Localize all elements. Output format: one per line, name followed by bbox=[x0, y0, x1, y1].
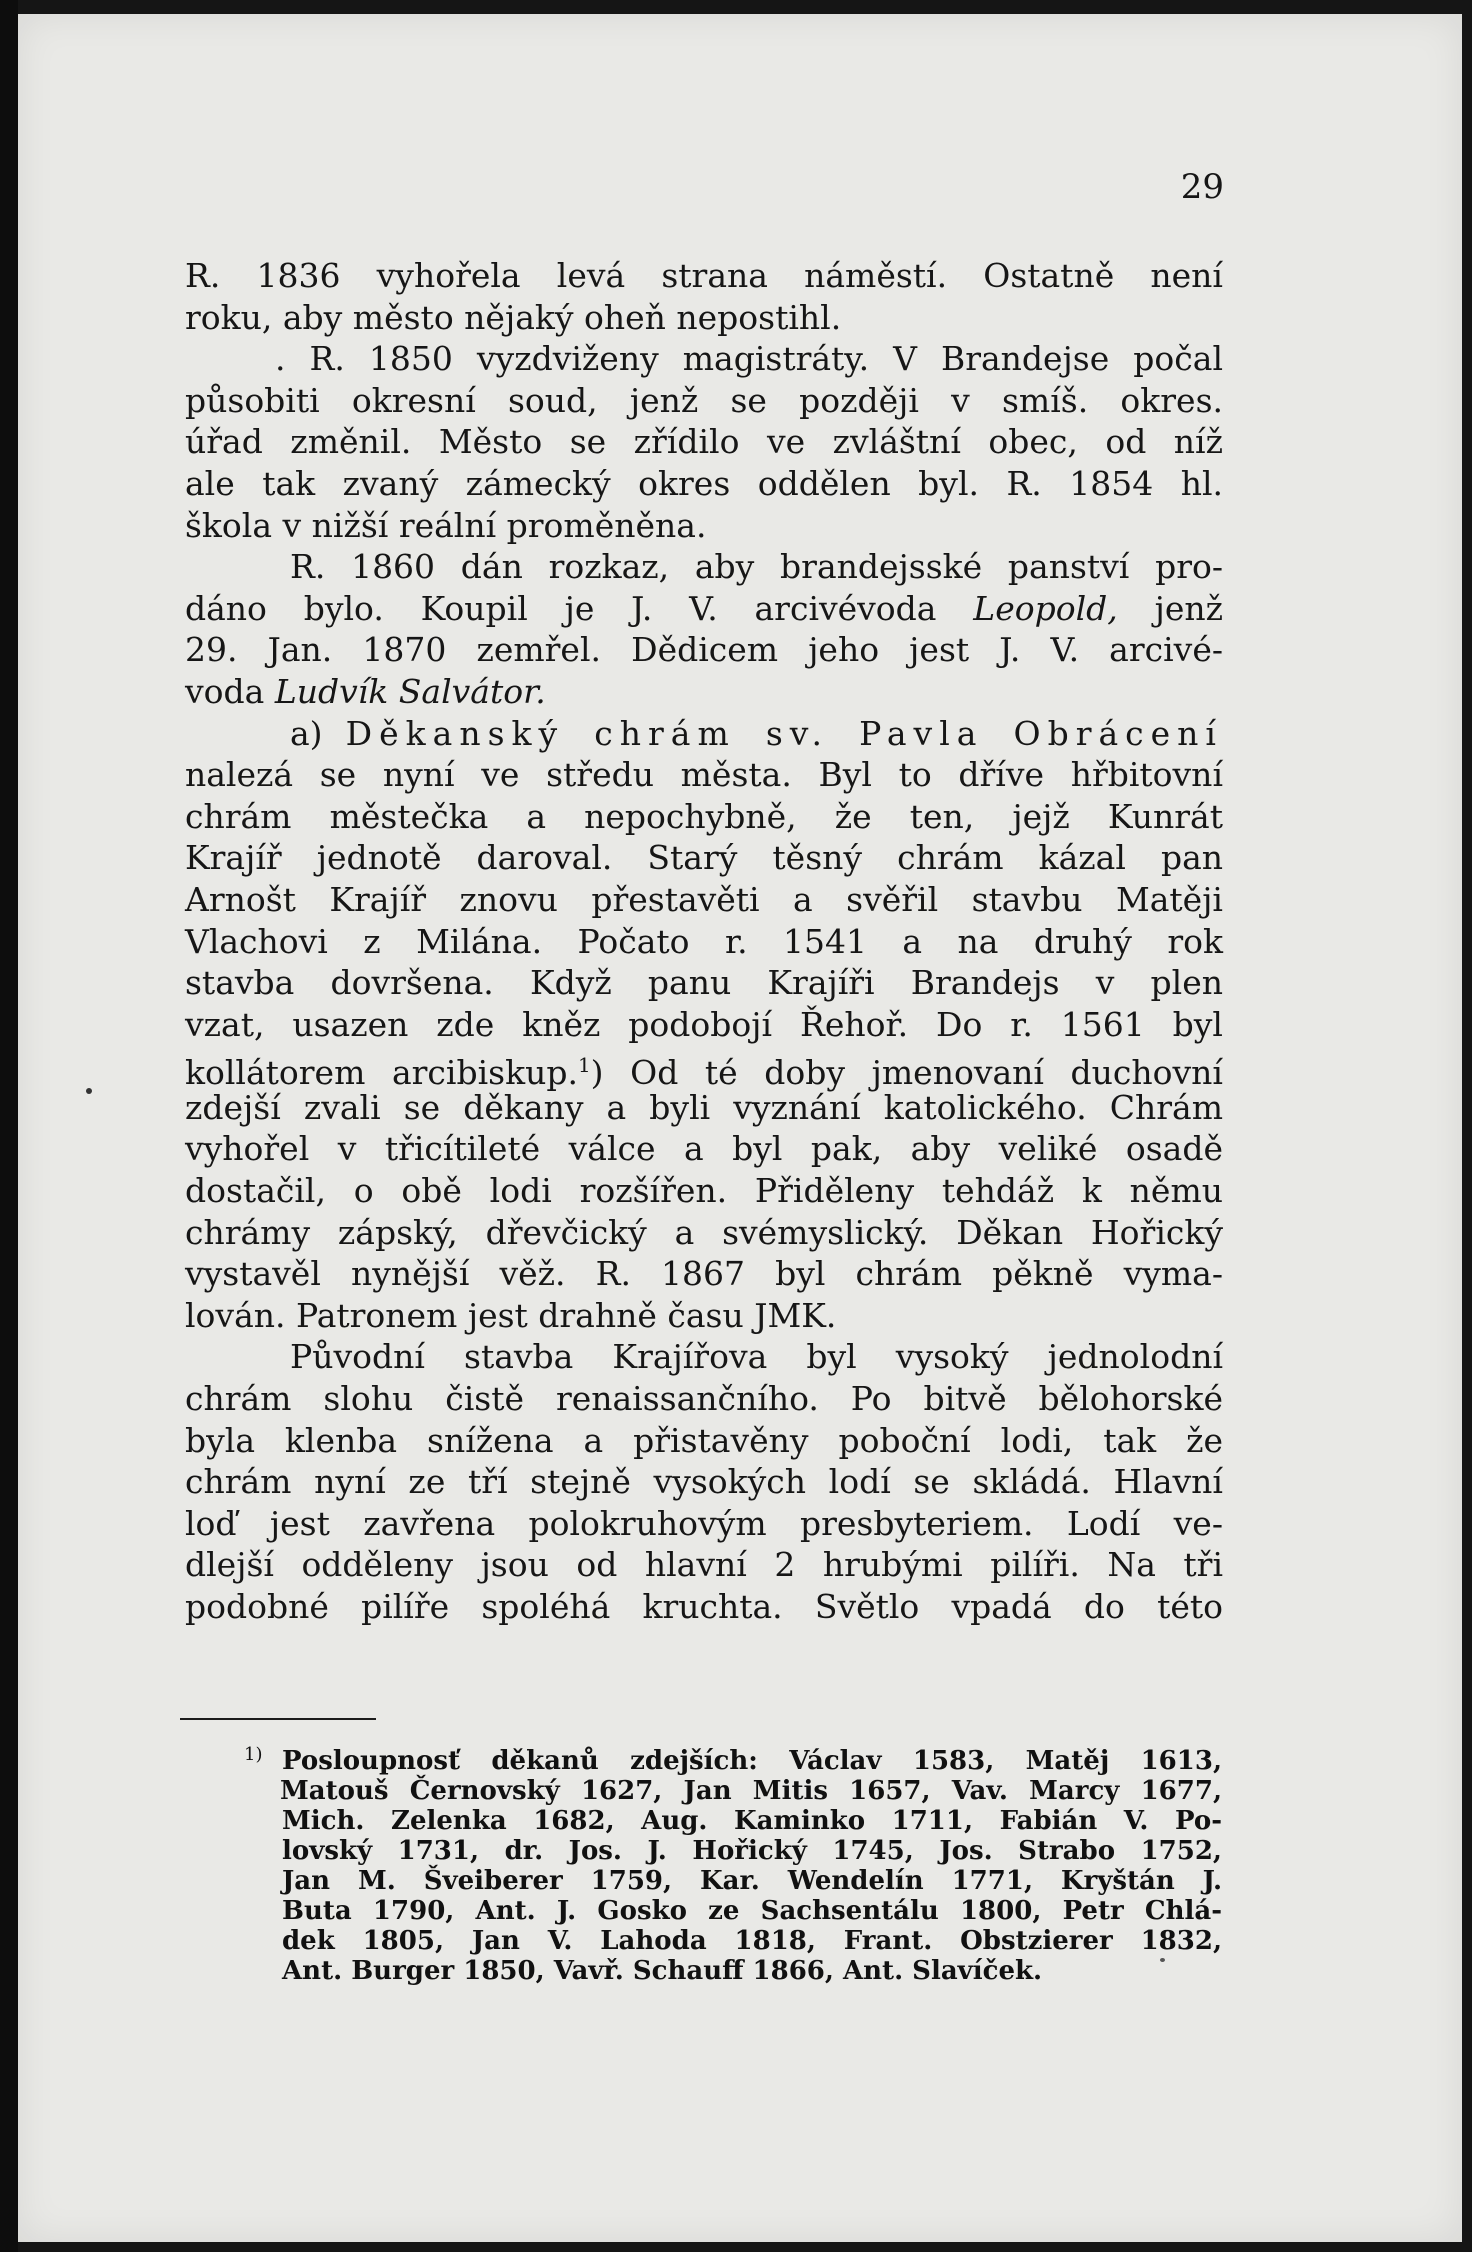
name-leopold: Leopold, bbox=[973, 588, 1118, 628]
text-span: ) Od té doby jmenovaní duchovní bbox=[590, 1053, 1223, 1093]
text-line: R. 1860 dán rozkaz, aby brandejsské panství pro- bbox=[290, 547, 1223, 587]
footnote-line: Matouš Černovský 1627, Jan Mitis 1657, Vav. Marcy 1677, bbox=[280, 1776, 1222, 1806]
text-line: vyhořel v třicítileté válce a byl pak, aby veliké osadě bbox=[185, 1129, 1223, 1169]
text-line: chrám nyní ze tří stejně vysokých lodí se skládá. Hlavní bbox=[185, 1462, 1223, 1502]
text-line: nalezá se nyní ve středu města. Byl to dříve hřbitovní bbox=[185, 755, 1223, 795]
book-spine-edge bbox=[0, 0, 18, 2252]
footnote-line: Ant. Burger 1850, Vavř. Schauff 1866, Ant. Slavíček. bbox=[282, 1956, 1043, 1986]
text-line: zdejší zvali se děkany a byli vyznání katolického. Chrám bbox=[185, 1087, 1223, 1127]
footnote-line: Buta 1790, Ant. J. Gosko ze Sachsentálu 1800, Petr Chlá- bbox=[282, 1896, 1222, 1926]
text-line: vzat, usazen zde kněz podobojí Řehoř. Do r. 1561 byl bbox=[185, 1004, 1223, 1044]
text-line: dostačil, o obě lodi rozšířen. Přiděleny tehdáž k němu bbox=[185, 1171, 1223, 1211]
footnote bbox=[282, 1746, 1222, 1986]
section-heading-line bbox=[185, 713, 1223, 755]
page-number: 29 bbox=[1180, 167, 1224, 207]
text-line bbox=[185, 1045, 1223, 1093]
section-heading: Děkanský chrám sv. Pavla Obrácení bbox=[345, 713, 1223, 753]
text-line: 29. Jan. 1870 zemřel. Dědicem jeho jest J. V. arcivé- bbox=[185, 630, 1223, 670]
footnote-line: dek 1805, Jan V. Lahoda 1818, Frant. Obstzierer 1832, bbox=[282, 1926, 1222, 1956]
text-line: roku, aby město nějaký oheň nepostihl. bbox=[185, 297, 842, 337]
footnote-line: lovský 1731, dr. Jos. J. Hořický 1745, Jos. Strabo 1752, bbox=[282, 1836, 1222, 1866]
text-span: dáno bylo. Koupil je J. V. arcivévoda bbox=[185, 588, 974, 628]
text-line: loď jest zavřena polokruhovým presbyteriem. Lodí ve- bbox=[185, 1503, 1223, 1543]
text-line: působiti okresní soud, jenž se později v smíš. okres. bbox=[185, 380, 1223, 420]
text-line: Vlachovi z Milána. Počato r. 1541 a na druhý rok bbox=[185, 921, 1223, 961]
text-line: chrám městečka a nepochybně, že ten, jejž Kunrát bbox=[185, 796, 1223, 836]
text-line: ale tak zvaný zámecký okres oddělen byl. R. 1854 hl. bbox=[185, 463, 1223, 503]
text-line: chrám slohu čistě renaissančního. Po bitvě bělohorské bbox=[185, 1379, 1223, 1419]
text-line: chrámy zápský, dřevčický a svémyslický. Děkan Hořický bbox=[185, 1212, 1223, 1252]
text-line: podobné pilíře spoléhá kruchta. Světlo vpadá do této bbox=[185, 1587, 1223, 1626]
text-line: stavba dovršena. Když panu Krajíři Brandejs v plen bbox=[185, 963, 1223, 1003]
paper-speck bbox=[1160, 1958, 1165, 1962]
text-line: . R. 1850 vyzdviženy magistráty. V Brandejse počal bbox=[275, 339, 1223, 379]
footnote-divider bbox=[180, 1718, 376, 1720]
footnote-line: Jan M. Šveiberer 1759, Kar. Wendelín 1771, Kryštán J. bbox=[282, 1866, 1222, 1896]
text-span: voda bbox=[185, 671, 275, 711]
footnote-marker: 1) bbox=[244, 1744, 263, 1765]
footnote-line: Posloupnosť děkanů zdejších: Václav 1583, Matěj 1613, bbox=[282, 1746, 1222, 1776]
footnote-ref[interactable]: 1 bbox=[577, 1053, 591, 1078]
text-span: kollátorem arcibiskup. bbox=[185, 1053, 578, 1093]
name-ludvik-salvator: Ludvík Salvátor. bbox=[274, 671, 546, 711]
text-line: Původní stavba Krajířova byl vysoký jednolodní bbox=[290, 1337, 1223, 1377]
footnote-line: Mich. Zelenka 1682, Aug. Kaminko 1711, Fabián V. Po- bbox=[282, 1806, 1222, 1836]
body-text bbox=[185, 255, 1223, 1628]
text-line: škola v nižší reální proměněna. bbox=[185, 505, 707, 545]
paper-speck bbox=[86, 1088, 92, 1094]
text-line bbox=[185, 671, 1223, 713]
text-line: R. 1836 vyhořela levá strana náměstí. Ostatně není bbox=[185, 256, 1223, 295]
text-span: jenž bbox=[1117, 588, 1223, 628]
text-line: Krajíř jednotě daroval. Starý těsný chrám kázal pan bbox=[185, 838, 1223, 878]
text-line: dlejší odděleny jsou od hlavní 2 hrubými pilíři. Na tři bbox=[185, 1545, 1223, 1585]
text-line: Arnošt Krajíř znovu přestavěti a svěřil stavbu Matěji bbox=[185, 879, 1223, 919]
text-line: lován. Patronem jest drahně času JMK. bbox=[185, 1295, 837, 1335]
section-label: a) bbox=[290, 713, 346, 753]
text-line: byla klenba snížena a přistavěny poboční lodi, tak že bbox=[185, 1420, 1223, 1460]
text-line bbox=[185, 588, 1223, 630]
text-line: vystavěl nynější věž. R. 1867 byl chrám pěkně vyma- bbox=[185, 1254, 1223, 1294]
text-line: úřad změnil. Město se zřídilo ve zvláštní obec, od níž bbox=[185, 422, 1223, 462]
